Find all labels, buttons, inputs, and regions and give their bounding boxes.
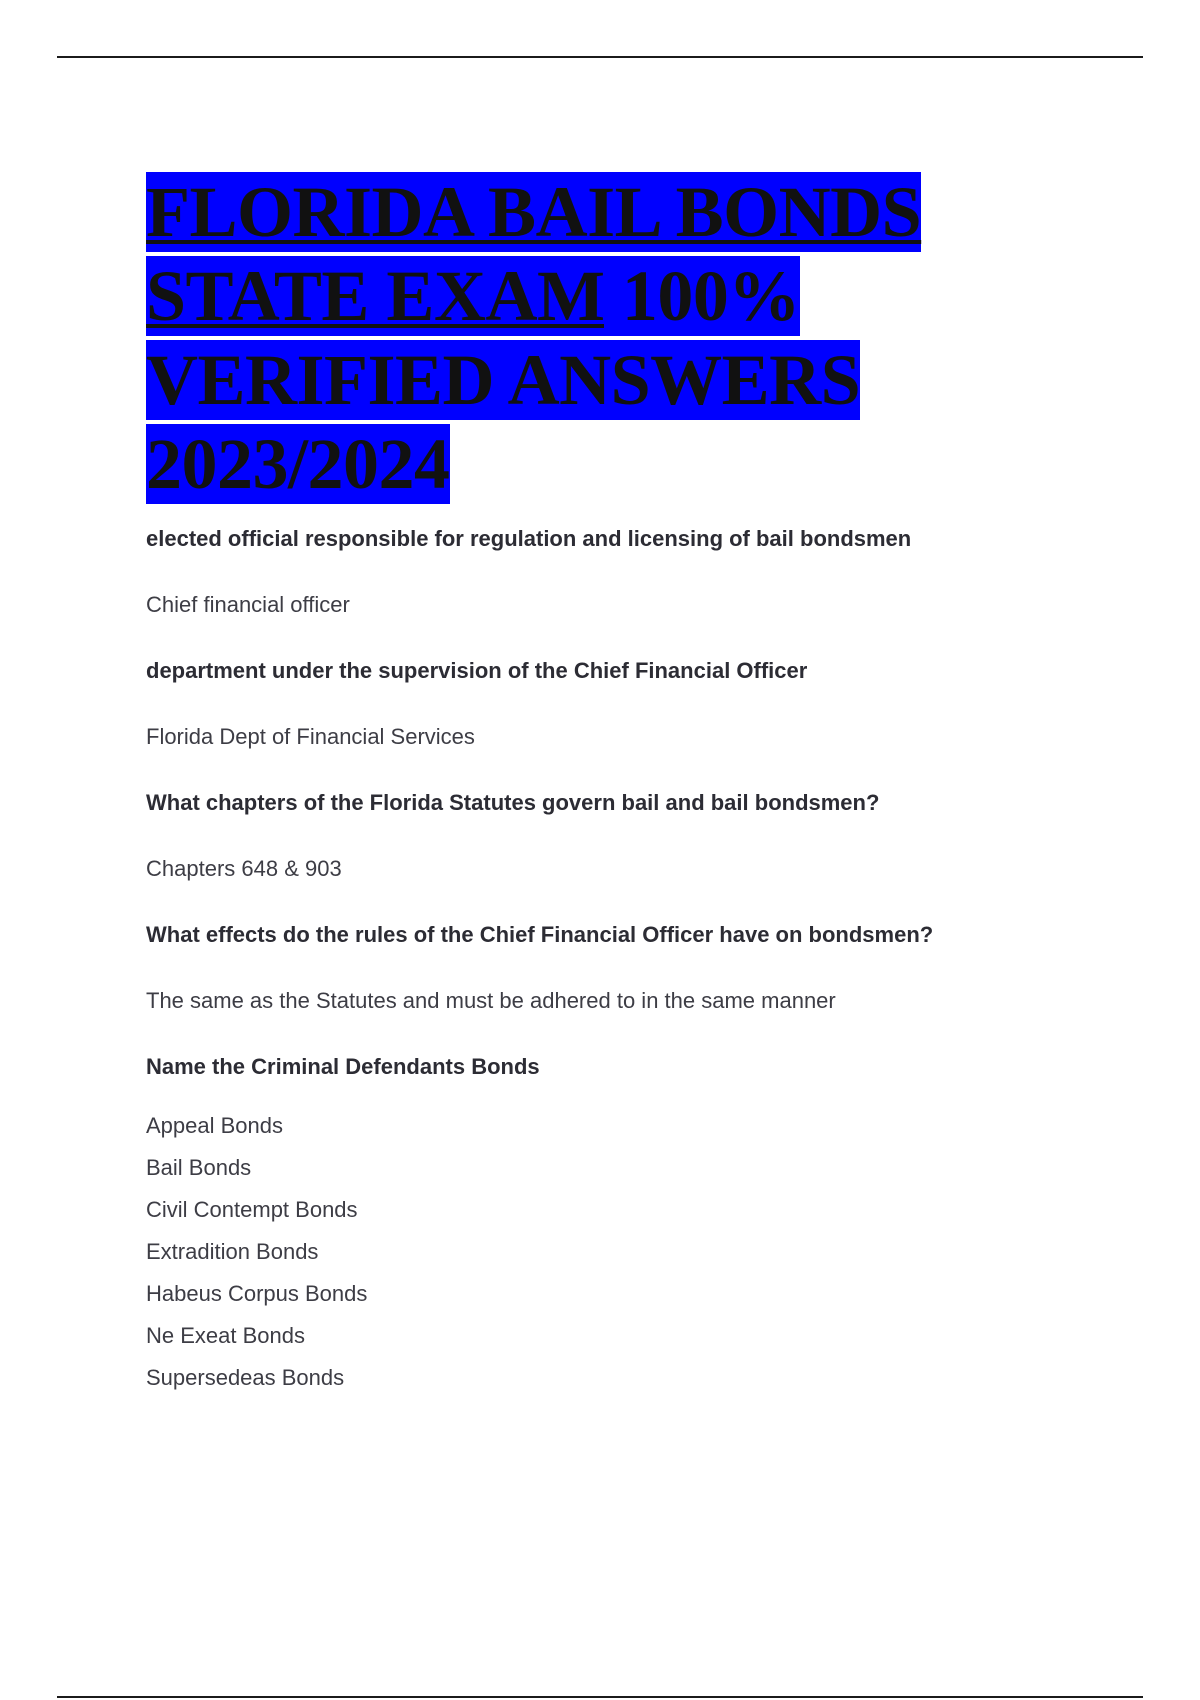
answer-text: Chief financial officer bbox=[146, 592, 350, 617]
document-title bbox=[146, 170, 1046, 506]
title-part: STATE EXAM bbox=[146, 256, 605, 336]
title-line-3 bbox=[146, 340, 860, 420]
title-line-4 bbox=[146, 424, 450, 504]
list-item: Bail Bonds bbox=[146, 1155, 252, 1180]
bond-type-list bbox=[146, 1105, 1046, 1399]
question-text: elected official responsible for regulation and licensing of bail bondsmen bbox=[146, 526, 912, 551]
top-rule bbox=[57, 56, 1143, 58]
title-line-2 bbox=[146, 256, 800, 336]
qa-list bbox=[146, 525, 1046, 1399]
document-body bbox=[146, 170, 1046, 1399]
answer-text: Florida Dept of Financial Services bbox=[146, 724, 475, 749]
title-line-1 bbox=[146, 172, 921, 252]
bottom-rule bbox=[57, 1696, 1143, 1698]
question-text: department under the supervision of the Chief Financial Officer bbox=[146, 658, 808, 683]
title-part: 2023/2024 bbox=[146, 424, 450, 504]
list-item: Supersedeas Bonds bbox=[146, 1365, 345, 1390]
list-item: Civil Contempt Bonds bbox=[146, 1197, 358, 1222]
list-item: Appeal Bonds bbox=[146, 1113, 283, 1138]
answer-text: Chapters 648 & 903 bbox=[146, 856, 342, 881]
question-text: Name the Criminal Defendants Bonds bbox=[146, 1054, 540, 1079]
title-part: FLORIDA BAIL BONDS bbox=[146, 172, 922, 252]
list-item: Extradition Bonds bbox=[146, 1239, 319, 1264]
list-item: Ne Exeat Bonds bbox=[146, 1323, 305, 1348]
question-text: What chapters of the Florida Statutes govern bail and bail bondsmen? bbox=[146, 790, 880, 815]
title-part: 100% bbox=[604, 256, 800, 336]
question-text: What effects do the rules of the Chief Financial Officer have on bondsmen? bbox=[146, 922, 934, 947]
answer-text: The same as the Statutes and must be adhered to in the same manner bbox=[146, 988, 836, 1013]
list-item: Habeus Corpus Bonds bbox=[146, 1281, 368, 1306]
title-part: VERIFIED ANSWERS bbox=[146, 340, 861, 420]
